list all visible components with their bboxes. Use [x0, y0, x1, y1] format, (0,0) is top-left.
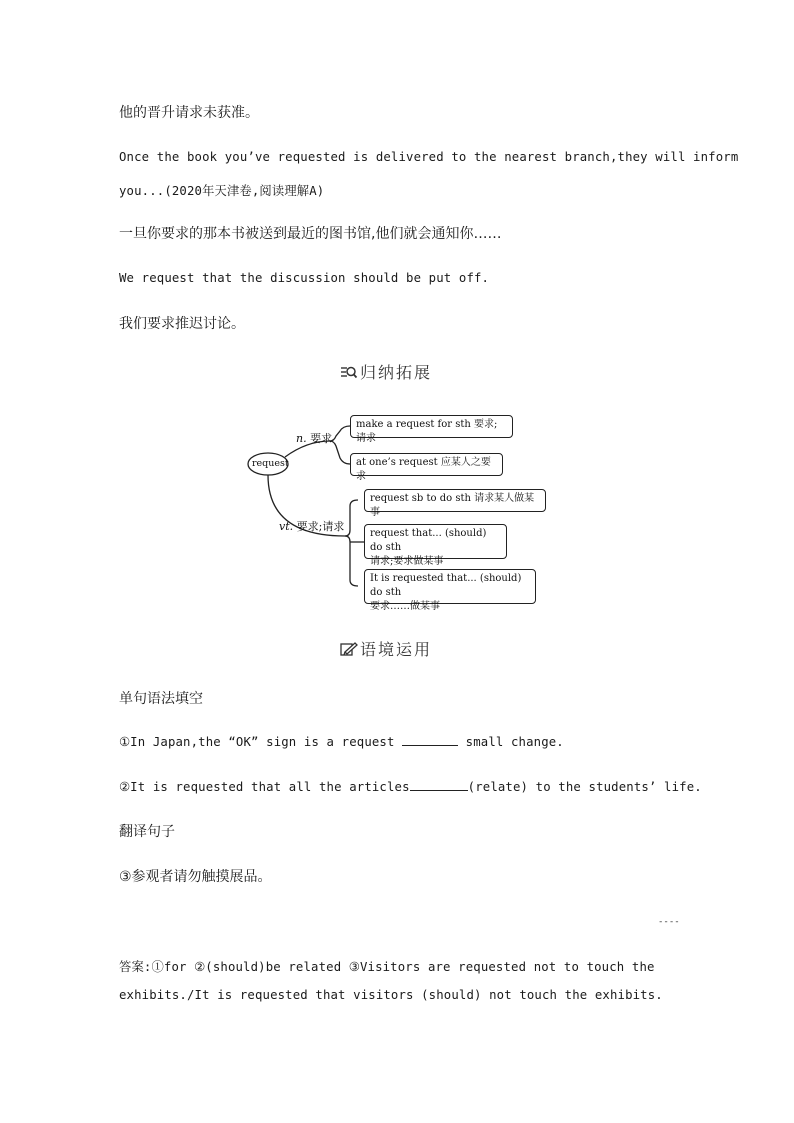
verb-meaning: 要求;请求 — [293, 520, 345, 533]
exercise-q2 — [119, 779, 702, 794]
answer-line-2: exhibits./It is requested that visitors (should) not touch the exhibits. — [119, 988, 663, 1002]
sentence-en-4: We request that the discussion should be put off. — [119, 271, 490, 285]
noun-pos: n. — [296, 432, 307, 445]
mindmap-verb-item — [364, 489, 546, 518]
section-heading-practice-text: 语境运用 — [360, 640, 433, 659]
answer-line-dots: ---- — [658, 917, 680, 927]
answer-line-1: 答案:①for ②(should)be related ③Visitors are requested not to touch the — [119, 960, 655, 974]
sentence-cn-5: 我们要求推迟讨论。 — [119, 316, 245, 332]
q2-before: ②It is requested that all the articles — [119, 780, 410, 794]
noun-meaning: 要求 — [306, 432, 333, 445]
q1-after: small change. — [458, 735, 564, 749]
q2-after: (relate) to the students’ life. — [467, 780, 702, 794]
q1-before: ①In Japan,the “OK” sign is a request — [119, 735, 403, 749]
verb-item-line1: request sb to do sth 请求某人做某事 — [370, 493, 535, 518]
mindmap-noun-label — [296, 430, 332, 446]
sentence-cn-1: 他的晋升请求未获准。 — [119, 105, 259, 121]
sentence-cn-3: 一旦你要求的那本书被送到最近的图书馆,他们就会通知你…… — [119, 226, 502, 242]
section-heading-summary-text: 归纳拓展 — [360, 363, 433, 382]
q2-blank — [410, 779, 468, 791]
section-heading-practice — [340, 637, 432, 660]
mindmap-noun-item: at one’s request 应某人之要求 — [350, 453, 503, 476]
pencil-edit-icon — [340, 641, 358, 655]
mindmap-verb-label — [279, 518, 344, 534]
mindmap-verb-item — [364, 569, 536, 612]
verb-item-line2: 请求;要求做某事 — [370, 556, 444, 567]
mindmap-noun-item: make a request for sth 要求;请求 — [350, 415, 513, 438]
verb-item-line2: 要求……做某事 — [370, 601, 440, 612]
verb-item-line1: request that... (should) do sth — [370, 528, 487, 553]
verb-item-line1: It is requested that... (should) do sth — [370, 573, 522, 598]
exercise-q3: ③参观者请勿触摸展品。 — [119, 869, 272, 885]
mindmap-verb-item — [364, 524, 507, 567]
verb-pos: vt. — [279, 520, 294, 533]
q1-blank — [402, 734, 458, 746]
exercise-q1 — [119, 734, 564, 749]
sentence-en-2b: you...(2020年天津卷,阅读理解A) — [119, 184, 325, 198]
sentence-en-2a: Once the book you’ve requested is delivered to the nearest branch,they will inform — [119, 150, 739, 164]
exercise-part1-title: 单句语法填空 — [119, 691, 203, 707]
exercise-part2-title: 翻译句子 — [119, 824, 175, 840]
mindmap-root: request — [252, 458, 289, 469]
